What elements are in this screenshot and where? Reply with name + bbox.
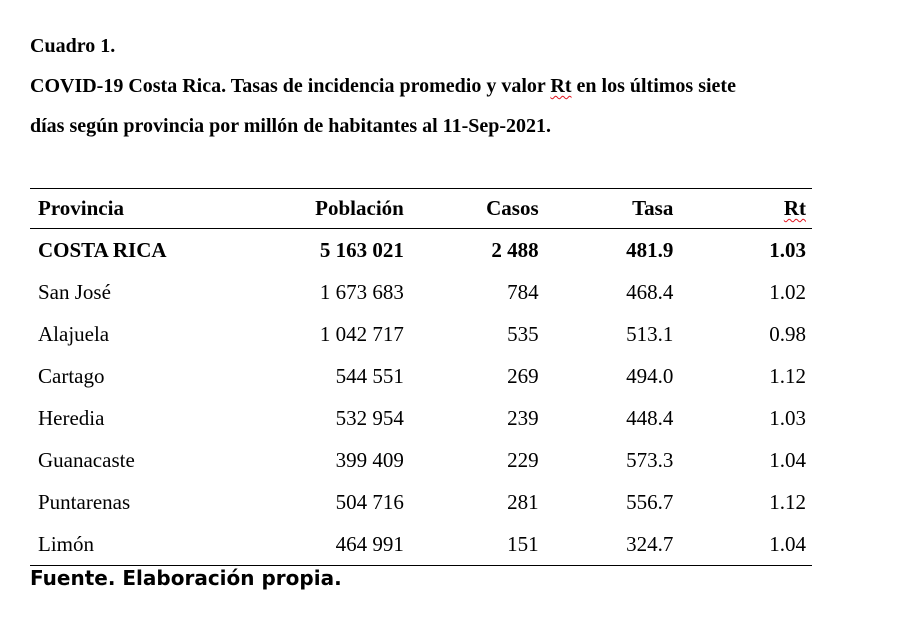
header-rt xyxy=(673,189,812,229)
cell-rt: 0.98 xyxy=(769,321,806,346)
cell-rt: 1.03 xyxy=(769,237,806,262)
cell-poblacion: 544 551 xyxy=(335,363,404,388)
table-body xyxy=(30,229,812,566)
cell-tasa: 556.7 xyxy=(626,489,674,514)
caption-title-text: COVID-19 Costa Rica. Tasas de incidencia promedio y valor xyxy=(30,75,551,97)
cell-casos: 151 xyxy=(404,523,539,566)
table-header xyxy=(30,189,812,229)
cell-rt: 1.04 xyxy=(769,447,806,472)
cell-rt: 1.04 xyxy=(673,523,812,566)
cell-tasa: 324.7 xyxy=(539,523,674,566)
cell-casos: 2 488 xyxy=(491,237,539,262)
caption-title-text-end: en los últimos siete xyxy=(571,75,736,97)
cell-casos: 269 xyxy=(507,363,539,388)
caption-title-line-2: días según provincia por millón de habitantes al 11-Sep-2021. xyxy=(30,115,552,137)
table-row xyxy=(30,313,812,355)
table-row xyxy=(30,439,812,481)
cell-poblacion: 399 409 xyxy=(335,447,404,472)
header-rt-label: Rt xyxy=(783,196,806,220)
table-row xyxy=(30,355,812,397)
table-row-total xyxy=(30,229,812,272)
cell-tasa: 468.4 xyxy=(626,279,674,304)
cell-poblacion: 5 163 021 xyxy=(319,237,404,262)
cell-tasa: 481.9 xyxy=(626,237,674,262)
cell-tasa: 513.1 xyxy=(626,321,674,346)
cell-casos: 229 xyxy=(507,447,539,472)
table-row xyxy=(30,523,812,566)
header-casos: Casos xyxy=(404,189,539,229)
header-row xyxy=(30,189,812,229)
cell-rt: 1.12 xyxy=(769,489,806,514)
caption-rt-term: Rt xyxy=(550,75,572,97)
cell-rt: 1.03 xyxy=(769,405,806,430)
cell-casos: 281 xyxy=(507,489,539,514)
incidence-table-container xyxy=(30,188,812,566)
header-tasa: Tasa xyxy=(539,189,674,229)
cell-tasa: 573.3 xyxy=(626,447,674,472)
cell-tasa: 448.4 xyxy=(626,405,674,430)
cell-casos: 239 xyxy=(507,405,539,430)
cell-provincia: Guanacaste xyxy=(38,447,135,472)
table-row xyxy=(30,397,812,439)
cell-casos: 535 xyxy=(507,321,539,346)
cell-provincia: Cartago xyxy=(38,363,105,388)
cell-provincia: Puntarenas xyxy=(38,489,131,514)
cell-rt: 1.12 xyxy=(769,363,806,388)
cell-provincia: Alajuela xyxy=(38,321,110,346)
table-row xyxy=(30,481,812,523)
source-note: Fuente. Elaboración propia. xyxy=(30,566,342,590)
cell-provincia: Heredia xyxy=(38,405,105,430)
table-caption xyxy=(30,26,890,146)
cell-tasa: 494.0 xyxy=(626,363,674,388)
cell-casos: 784 xyxy=(507,279,539,304)
cell-provincia: Limón xyxy=(30,523,276,566)
header-poblacion: Población xyxy=(276,189,403,229)
caption-title-line-1 xyxy=(30,66,890,106)
cell-poblacion: 464 991 xyxy=(276,523,403,566)
cell-poblacion: 1 042 717 xyxy=(319,321,404,346)
cell-poblacion: 532 954 xyxy=(335,405,404,430)
table-row xyxy=(30,271,812,313)
cell-rt: 1.02 xyxy=(769,279,806,304)
incidence-table xyxy=(30,188,812,566)
header-provincia: Provincia xyxy=(30,189,276,229)
cell-poblacion: 1 673 683 xyxy=(319,279,404,304)
caption-label: Cuadro 1. xyxy=(30,35,116,57)
cell-poblacion: 504 716 xyxy=(335,489,404,514)
cell-provincia: San José xyxy=(38,279,111,304)
cell-provincia: COSTA RICA xyxy=(38,237,167,262)
